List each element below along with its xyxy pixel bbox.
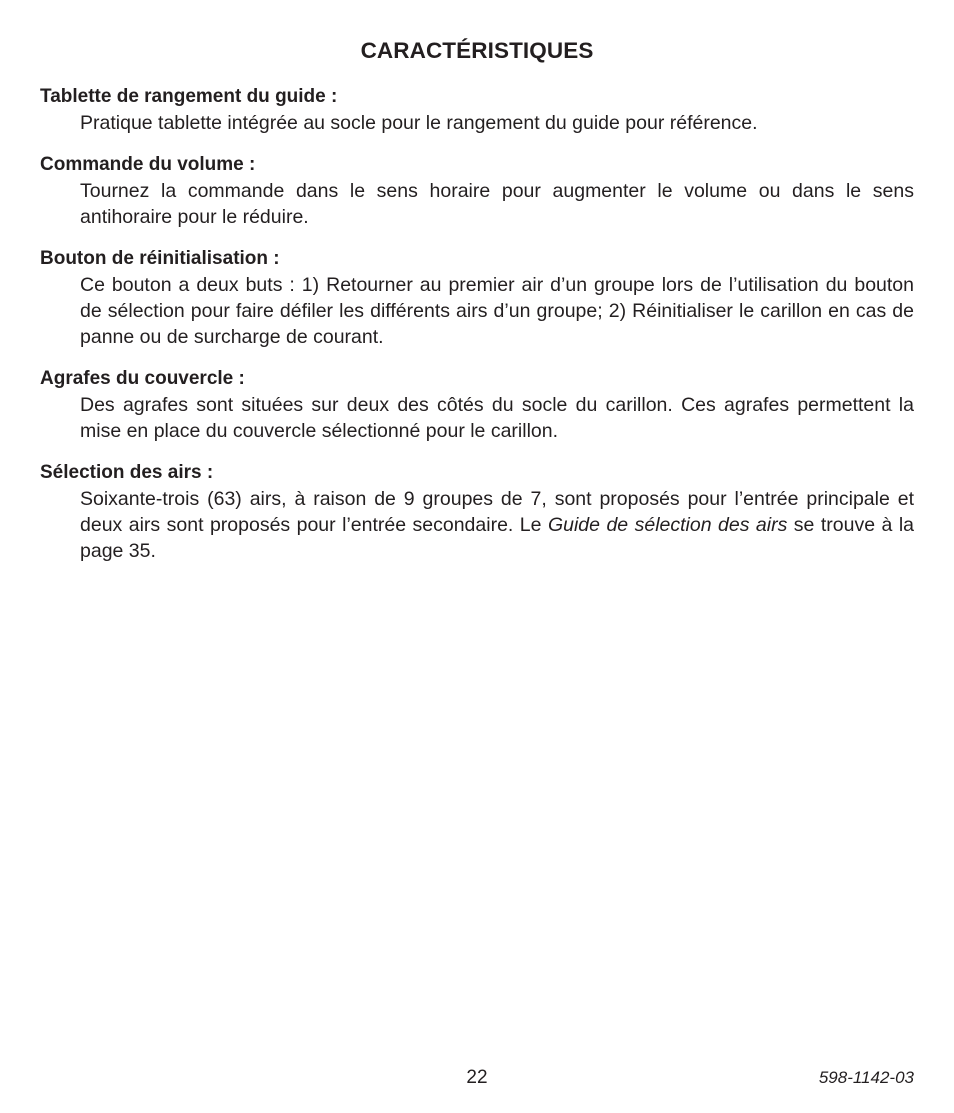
document-number: 598-1142-03 bbox=[818, 1068, 914, 1087]
section-cover-clips bbox=[40, 366, 914, 444]
section-heading: Agrafes du couvercle : bbox=[40, 368, 245, 389]
section-heading: Commande du volume : bbox=[40, 154, 256, 175]
section-body: Ce bouton a deux buts : 1) Retourner au premier air d’un groupe lors de l’utilisation du bouton de sélection pour faire défiler les différents airs d’un groupe; 2) Réinitialiser le carillon en cas de panne ou de surcharge de courant. bbox=[80, 274, 914, 348]
section-heading: Bouton de réinitialisation : bbox=[40, 248, 280, 269]
section-heading: Sélection des airs : bbox=[40, 462, 214, 483]
section-body-text: Soixante-trois (63) airs, à raison de 9 groupes de 7, sont proposés pour l’entrée principale et deux airs sont proposés pour l’entrée secondaire. Le bbox=[80, 488, 914, 536]
document-page bbox=[40, 36, 914, 580]
section-body: Pratique tablette intégrée au socle pour le rangement du guide pour référence. bbox=[80, 112, 758, 134]
section-volume-control bbox=[40, 152, 914, 230]
page-title: CARACTÉRISTIQUES bbox=[360, 38, 594, 63]
section-body: Des agrafes sont situées sur deux des côtés du socle du carillon. Ces agrafes permettent la mise en place du couvercle sélectionné pour le carillon. bbox=[80, 394, 914, 442]
section-reset-button bbox=[40, 246, 914, 350]
guide-reference: Guide de sélection des airs bbox=[547, 514, 788, 536]
section-body bbox=[80, 486, 914, 564]
section-guide-storage bbox=[40, 84, 914, 136]
section-heading: Tablette de rangement du guide : bbox=[40, 86, 338, 107]
section-body: Tournez la commande dans le sens horaire pour augmenter le volume ou dans le sens antihoraire pour le réduire. bbox=[80, 180, 914, 228]
section-tune-selection bbox=[40, 460, 914, 564]
section-body-text: se trouve à la page 35. bbox=[80, 514, 914, 562]
page-number: 22 bbox=[466, 1067, 488, 1088]
